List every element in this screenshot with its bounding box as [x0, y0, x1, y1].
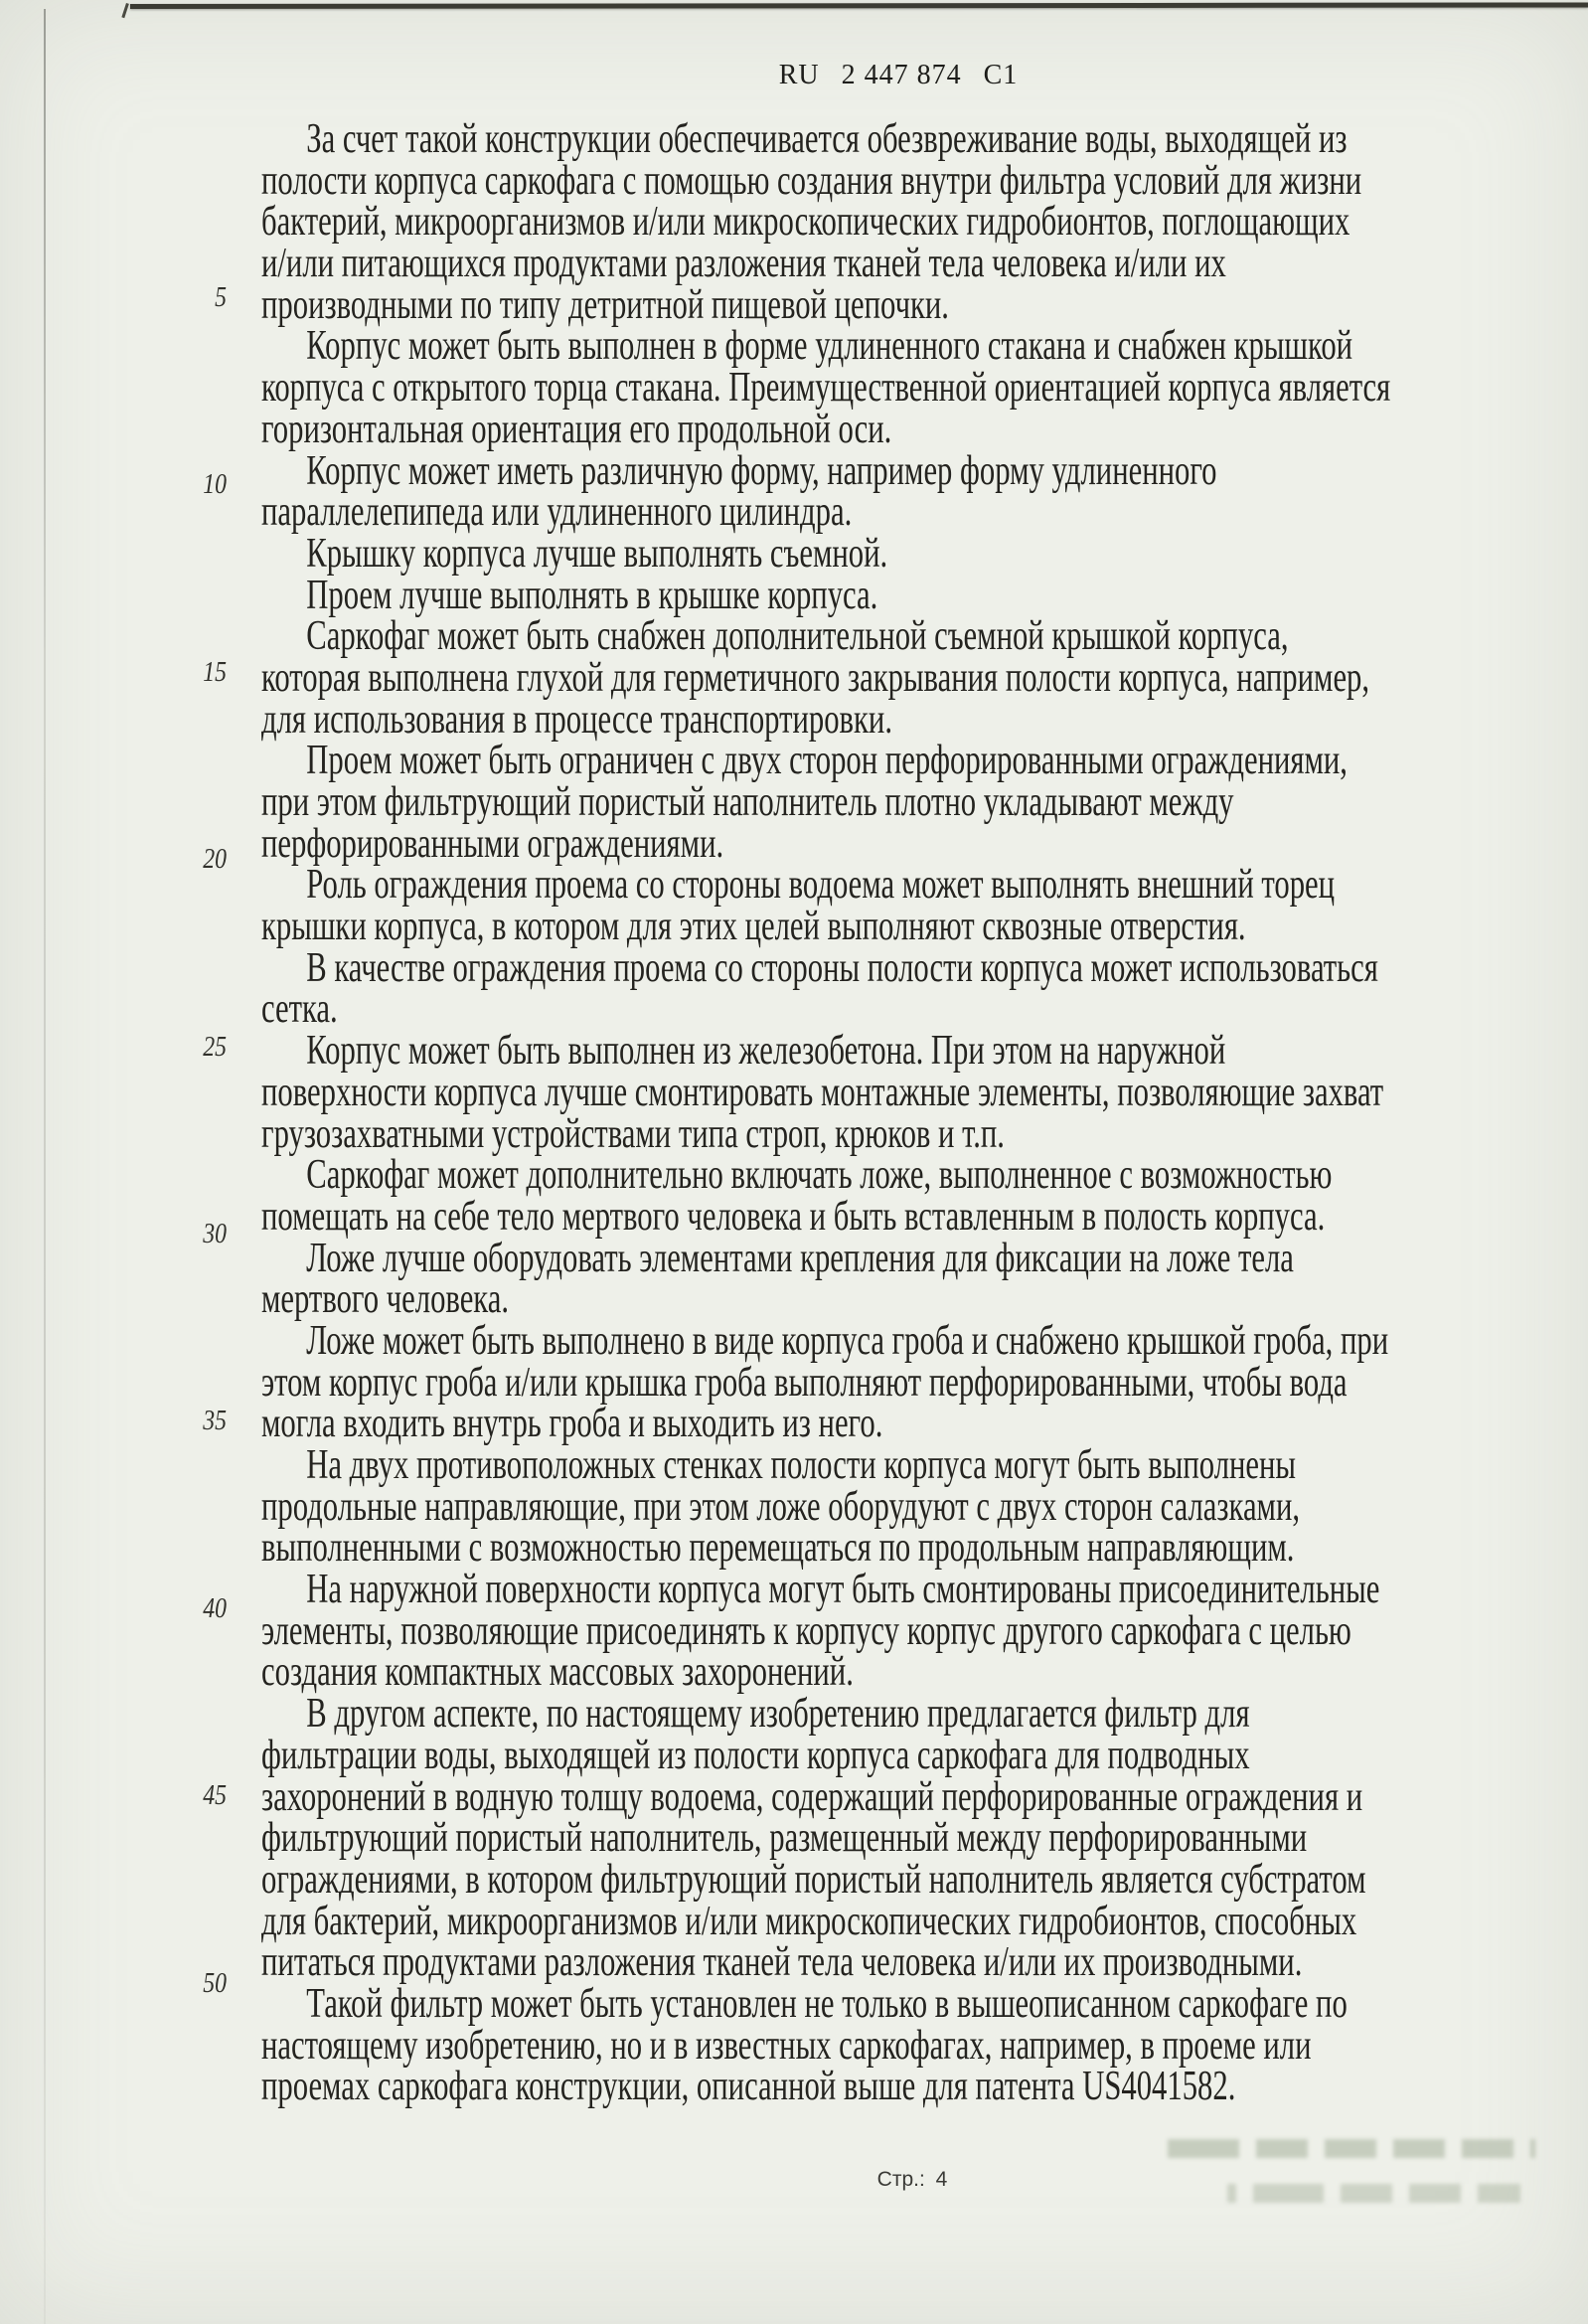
- margin-line-number: 10: [203, 468, 227, 501]
- text-line: производными по типу детритной пищевой цепочки.: [261, 281, 949, 328]
- text-line: Крышку корпуса лучше выполнять съемной.: [306, 530, 888, 577]
- text-line: горизонтальная ориентация его продольной оси.: [261, 406, 892, 452]
- text-line: ограждениями, в котором фильтрующий пористый наполнитель является субстратом: [261, 1856, 1366, 1903]
- text-line: Корпус может быть выполнен из железобетона. При этом на наружной: [306, 1028, 1226, 1075]
- scan-left-edge-artifact: [44, 9, 46, 2324]
- text-line: В другом аспекте, по настоящему изобретению предлагается фильтр для: [306, 1691, 1250, 1738]
- patent-description-text: [261, 116, 1552, 2110]
- kind-code: C1: [983, 60, 1019, 90]
- text-line: фильтрующий пористый наполнитель, размещенный между перфорированными: [261, 1815, 1308, 1862]
- text-line: могла входить внутрь гроба и выходить из него.: [261, 1401, 883, 1447]
- text-line: для использования в процессе транспортировки.: [261, 696, 892, 743]
- text-line: создания компактных массовых захоронений.: [261, 1649, 854, 1696]
- text-line: мертвого человека.: [261, 1276, 510, 1323]
- text-line: продольные направляющие, при этом ложе оборудуют с двух сторон салазками,: [261, 1483, 1301, 1530]
- text-line: Корпус может иметь различную форму, например форму удлиненного: [306, 447, 1217, 494]
- page-number: Стр.: 4: [876, 2168, 948, 2191]
- text-line: корпуса с открытого торца стакана. Преимущественной ориентацией корпуса является: [261, 365, 1391, 412]
- text-line: На двух противоположных стенках полости корпуса могут быть выполнены: [306, 1442, 1297, 1488]
- text-line: В качестве ограждения проема со стороны полости корпуса может использоваться: [306, 944, 1378, 991]
- text-line: Такой фильтр может быть установлен не только в вышеописанном саркофаге по: [306, 1980, 1348, 2027]
- text-line: фильтрации воды, выходящей из полости корпуса саркофага для подводных: [261, 1732, 1250, 1778]
- text-line: питаться продуктами разложения тканей тела человека и/или их производными.: [261, 1939, 1303, 1986]
- text-line: настоящему изобретению, но и в известных саркофагах, например, в проеме или: [261, 2022, 1312, 2069]
- text-line: и/или питающихся продуктами разложения тканей тела человека и/или их: [261, 241, 1226, 287]
- text-line: Ложе лучше оборудовать элементами крепления для фиксации на ложе тела: [306, 1235, 1294, 1281]
- text-line: перфорированными ограждениями.: [261, 820, 724, 867]
- document-number: 2 447 874: [841, 60, 962, 90]
- margin-line-number: 50: [203, 1966, 227, 1999]
- margin-line-number: 40: [203, 1591, 227, 1624]
- text-line: крышки корпуса, в котором для этих целей выполняют сквозные отверстия.: [261, 904, 1246, 950]
- text-line: выполненными с возможностью перемещаться по продольным направляющим.: [261, 1525, 1295, 1572]
- margin-line-number: 45: [203, 1779, 227, 1812]
- text-line: Проем может быть ограничен с двух сторон перфорированными ограждениями,: [306, 738, 1348, 784]
- margin-line-number: 35: [203, 1405, 227, 1437]
- text-line: Роль ограждения проема со стороны водоема может выполнять внешний торец: [306, 862, 1336, 909]
- text-line: Корпус может быть выполнен в форме удлиненного стакана и снабжен крышкой: [306, 323, 1353, 370]
- text-line: грузозахватными устройствами типа строп, крюков и т.п.: [261, 1110, 1005, 1157]
- text-line: при этом фильтрующий пористый наполнитель плотно укладывают между: [261, 779, 1234, 825]
- patent-publication-number: [302, 60, 1495, 91]
- text-line: Проем лучше выполнять в крышке корпуса.: [306, 572, 878, 618]
- text-line: для бактерий, микроорганизмов и/или микроскопических гидробионтов, способных: [261, 1898, 1357, 1944]
- margin-line-number: 20: [203, 843, 227, 876]
- text-line: проемах саркофага конструкции, описанной выше для патента US4041582.: [261, 2064, 1236, 2110]
- margin-line-number: 15: [203, 655, 227, 688]
- ghost-text-row: [1168, 2139, 1535, 2158]
- text-line: поверхности корпуса лучше смонтировать монтажные элементы, позволяющие захват: [261, 1069, 1384, 1115]
- text-line: элементы, позволяющие присоединять к корпусу корпус другого саркофага с целью: [261, 1607, 1351, 1654]
- text-line: На наружной поверхности корпуса могут быть смонтированы присоединительные: [306, 1567, 1380, 1613]
- scan-top-edge-artifact: [130, 2, 1588, 9]
- text-line: помещать на себе тело мертвого человека и быть вставленным в полость корпуса.: [261, 1193, 1326, 1240]
- text-line: полости корпуса саркофага с помощью создания внутри фильтра условий для жизни: [261, 157, 1362, 204]
- text-line: За счет такой конструкции обеспечивается обезвреживание воды, выходящей из: [306, 116, 1348, 162]
- text-line: Ложе может быть выполнено в виде корпуса гроба и снабжено крышкой гроба, при: [306, 1317, 1389, 1364]
- text-line: захоронений в водную толщу водоема, содержащий перфорированные ограждения и: [261, 1773, 1363, 1820]
- text-line: параллелепипеда или удлиненного цилиндра.: [261, 489, 853, 536]
- margin-line-number: 30: [203, 1218, 227, 1249]
- margin-line-number: 5: [215, 281, 227, 313]
- text-line: Саркофаг может быть снабжен дополнительной съемной крышкой корпуса,: [306, 613, 1289, 660]
- text-line: которая выполнена глухой для герметичного закрывания полости корпуса, например,: [261, 654, 1370, 701]
- text-line: бактерий, микроорганизмов и/или микроскопических гидробионтов, поглощающих: [261, 199, 1350, 246]
- country-code: RU: [778, 60, 820, 90]
- text-line: Саркофаг может дополнительно включать ложе, выполненное с возможностью: [306, 1152, 1333, 1199]
- text-line: этом корпус гроба и/или крышка гроба выполняют перфорированными, чтобы вода: [261, 1359, 1348, 1406]
- text-line: сетка.: [261, 986, 338, 1033]
- margin-line-number: 25: [203, 1030, 227, 1063]
- scan-corner-artifact: [121, 3, 128, 18]
